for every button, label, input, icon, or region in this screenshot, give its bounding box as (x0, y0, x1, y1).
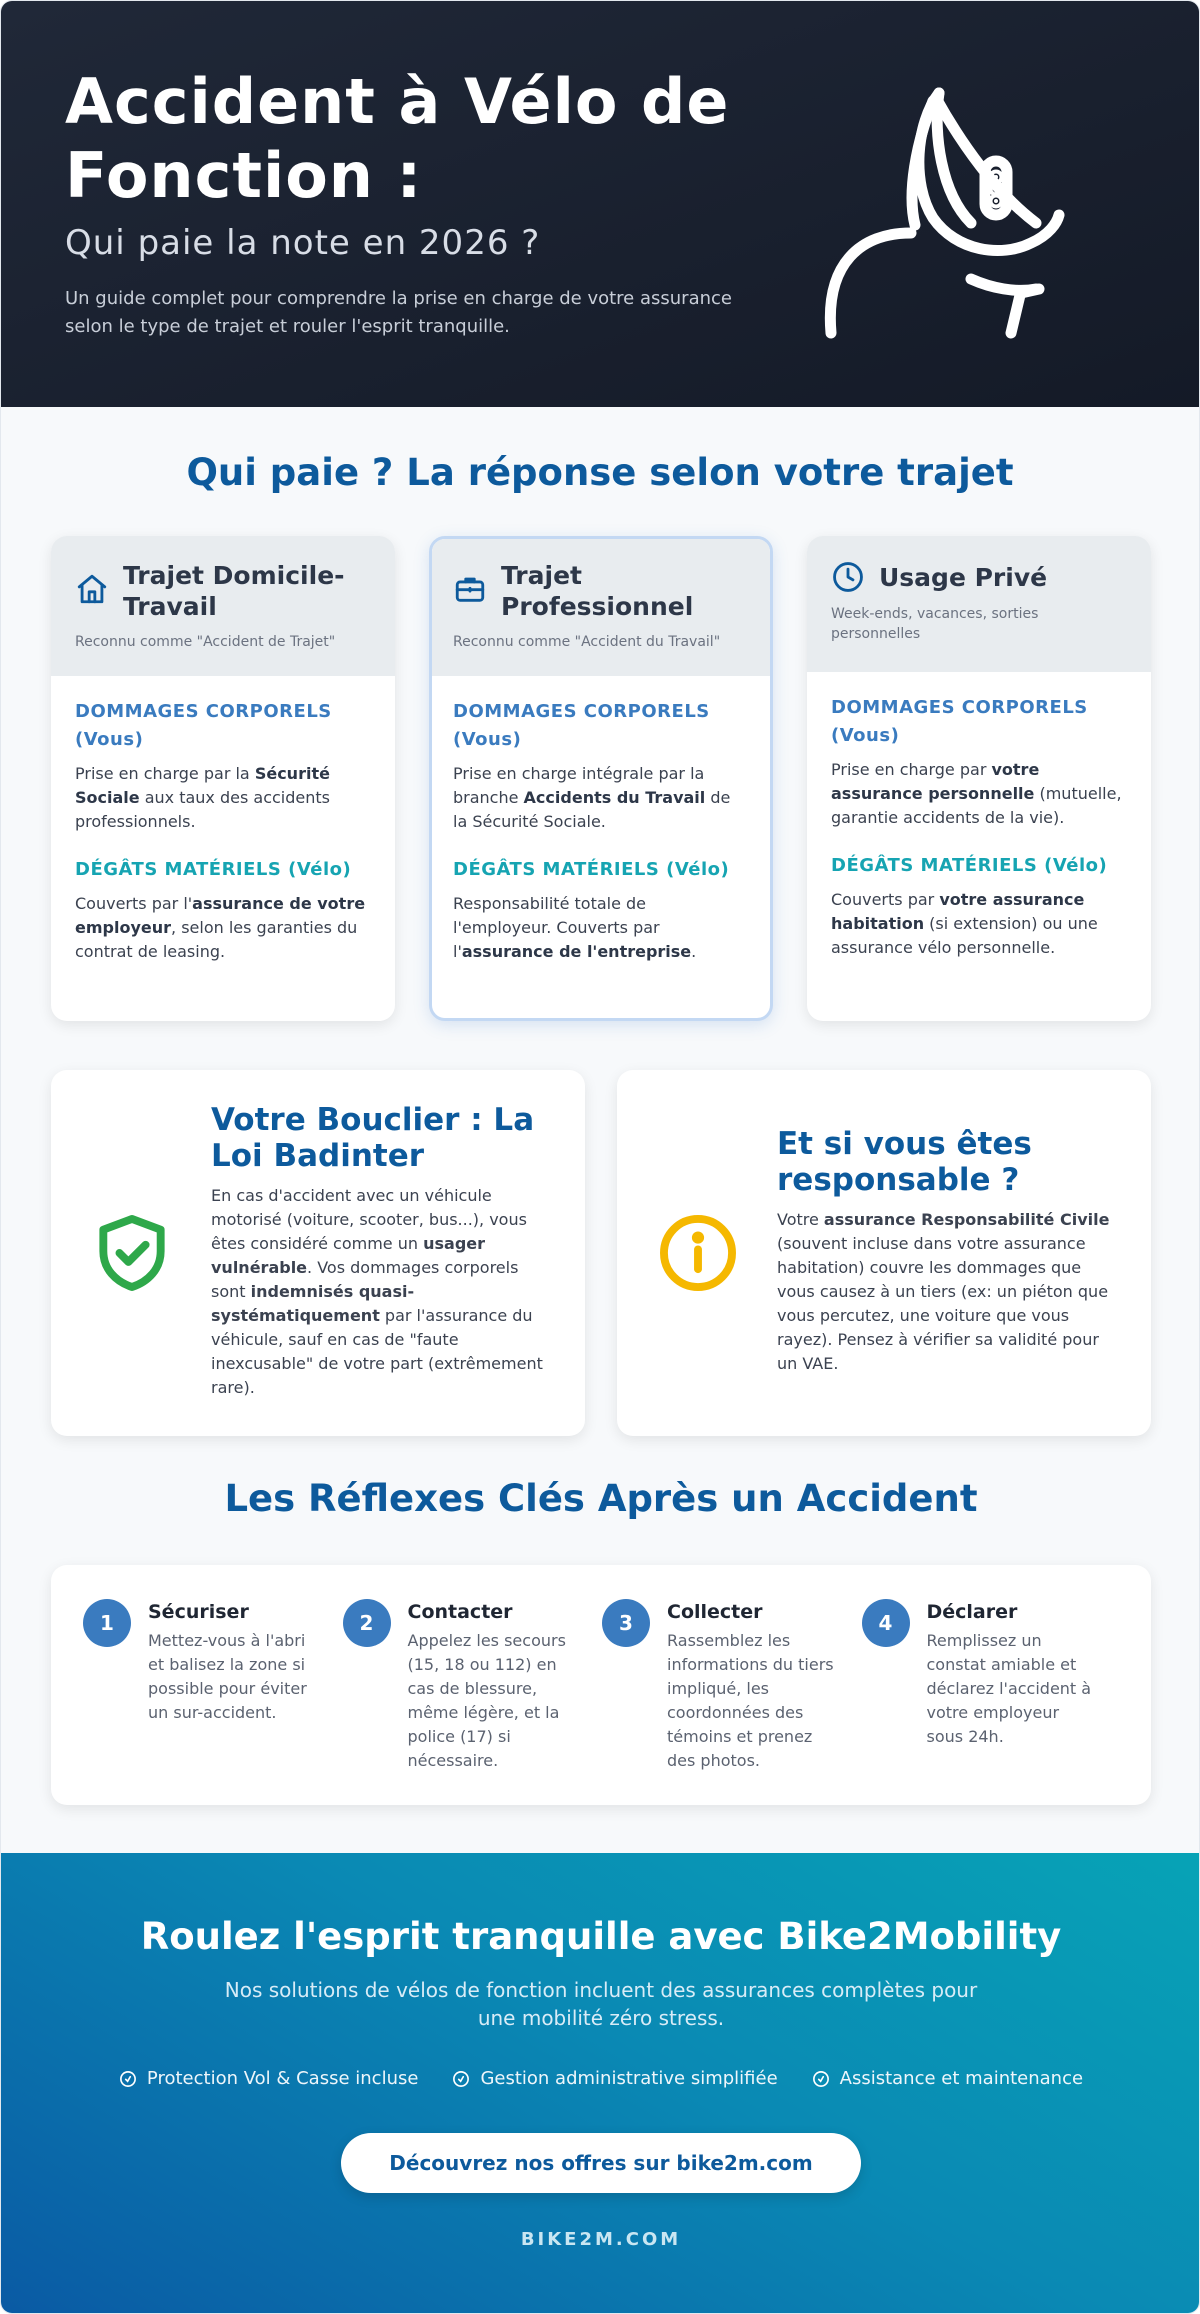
card-title: Usage Privé (879, 563, 1048, 592)
step-number: 2 (343, 1599, 391, 1647)
check-circle-icon (119, 2070, 137, 2088)
card-header (51, 536, 395, 676)
step-title: Déclarer (926, 1601, 1018, 1623)
step-text: Mettez-vous à l'abri et balisez la zone si possible pour éviter un sur-accident. (148, 1631, 307, 1722)
step-title: Contacter (407, 1601, 513, 1623)
corporel-heading: DOMMAGES CORPORELS (Vous) (831, 697, 1088, 746)
card-header (432, 539, 770, 676)
step-declarer (862, 1599, 1122, 1805)
home-icon (75, 572, 109, 606)
badinter-card (51, 1070, 585, 1436)
step-securiser (83, 1599, 343, 1805)
step-number: 1 (83, 1599, 131, 1647)
hero-subtitle: Qui paie la note en 2026 ? (65, 223, 541, 263)
hero-banner (1, 1, 1199, 407)
step-number: 4 (862, 1599, 910, 1647)
bicycle-icon (821, 83, 1081, 343)
feature-item: Gestion administrative simplifiée (452, 2068, 777, 2089)
trajet-cards (51, 536, 1151, 1021)
materiel-heading: DÉGÂTS MATÉRIELS (Vélo) (75, 859, 352, 880)
corporel-heading: DOMMAGES CORPORELS (Vous) (75, 701, 332, 750)
responsable-card (617, 1070, 1151, 1436)
card-title: Trajet Professionnel (501, 561, 694, 621)
steps-panel (51, 1565, 1151, 1805)
corporel-text: Prise en charge intégrale par la branche Accidents du Travail de la Sécurité Sociale. (453, 764, 731, 831)
hero-title: Accident à Vélo de Fonction : (65, 65, 730, 212)
card-subtitle: Reconnu comme "Accident de Trajet" (75, 634, 336, 650)
brand-url: BIKE2M.COM (520, 2229, 682, 2250)
hero-description: Un guide complet pour comprendre la prise en charge de votre assurance selon le type de trajet et rouler l'esprit tranquille. (65, 288, 732, 337)
feature-item: Assistance et maintenance (812, 2068, 1083, 2089)
step-contacter (343, 1599, 603, 1805)
feature-item: Protection Vol & Casse incluse (119, 2068, 419, 2089)
step-title: Collecter (667, 1601, 763, 1623)
feature-list (1, 2068, 1200, 2089)
materiel-text: Responsabilité totale de l'employeur. Couverts par l'assurance de l'entreprise. (453, 894, 697, 961)
card-trajet-professionnel (429, 536, 773, 1021)
step-collecter (602, 1599, 862, 1805)
step-text: Appelez les secours (15, 18 ou 112) en cas de blessure, même légère, et la police (17) si nécessaire. (407, 1631, 566, 1770)
shield-check-icon (89, 1210, 175, 1296)
badinter-title: Votre Bouclier : La Loi Badinter (211, 1102, 535, 1174)
materiel-text: Couverts par l'assurance de votre employeur, selon les garanties du contrat de leasing. (75, 894, 366, 961)
corporel-heading: DOMMAGES CORPORELS (Vous) (453, 701, 710, 750)
materiel-text: Couverts par votre assurance habitation (si extension) ou une assurance vélo personnelle. (831, 890, 1098, 957)
responsable-text: Votre assurance Responsabilité Civile (souvent incluse dans votre assurance habitation) couvre les dommages que vous causez à un tiers (ex: un piéton que vous percutez, une voiture que vous rayez). Pensez à vérifier sa validité pour un VAE. (777, 1210, 1110, 1373)
materiel-heading: DÉGÂTS MATÉRIELS (Vélo) (831, 855, 1108, 876)
step-title: Sécuriser (148, 1601, 249, 1623)
briefcase-icon (453, 572, 487, 606)
materiel-heading: DÉGÂTS MATÉRIELS (Vélo) (453, 859, 730, 880)
badinter-text: En cas d'accident avec un véhicule motorisé (voiture, scooter, bus...), vous êtes considéré comme un usager vulnérable. Vos dommages corporels sont indemnisés quasi-systématiquement par l'assurance du véhicule, sauf en cas de "faute inexcusable" de votre part (extrêmement rare). (211, 1186, 543, 1397)
footer-subtitle: Nos solutions de vélos de fonction incluent des assurances complètes pour une mobilité zéro stress. (224, 1978, 978, 2030)
card-header (807, 536, 1151, 672)
corporel-text: Prise en charge par la Sécurité Sociale aux taux des accidents professionnels. (75, 764, 330, 831)
card-subtitle: Reconnu comme "Accident du Travail" (453, 634, 721, 650)
card-domicile-travail (51, 536, 395, 1021)
card-usage-prive (807, 536, 1151, 1021)
section-title-trajet: Qui paie ? La réponse selon votre trajet (186, 451, 1014, 494)
responsable-title: Et si vous êtes responsable ? (777, 1126, 1032, 1198)
card-subtitle: Week-ends, vacances, sorties personnelles (831, 606, 1039, 642)
check-circle-icon (452, 2070, 470, 2088)
corporel-text: Prise en charge par votre assurance personnelle (mutuelle, garantie accidents de la vie). (831, 760, 1122, 827)
section-title-reflexes: Les Réflexes Clés Après un Accident (224, 1477, 978, 1520)
step-text: Remplissez un constat amiable et déclarez l'accident à votre employeur sous 24h. (926, 1631, 1092, 1746)
footer-cta (1, 1853, 1200, 2314)
step-number: 3 (602, 1599, 650, 1647)
footer-title: Roulez l'esprit tranquille avec Bike2Mobility (140, 1915, 1062, 1958)
info-icon (655, 1210, 741, 1296)
check-circle-icon (812, 2070, 830, 2088)
step-text: Rassemblez les informations du tiers impliqué, les coordonnées des témoins et prenez des photos. (667, 1631, 834, 1770)
card-title: Trajet Domicile-Travail (123, 561, 345, 621)
offers-cta-button[interactable]: Découvrez nos offres sur bike2m.com (341, 2133, 861, 2193)
clock-icon (831, 560, 865, 594)
